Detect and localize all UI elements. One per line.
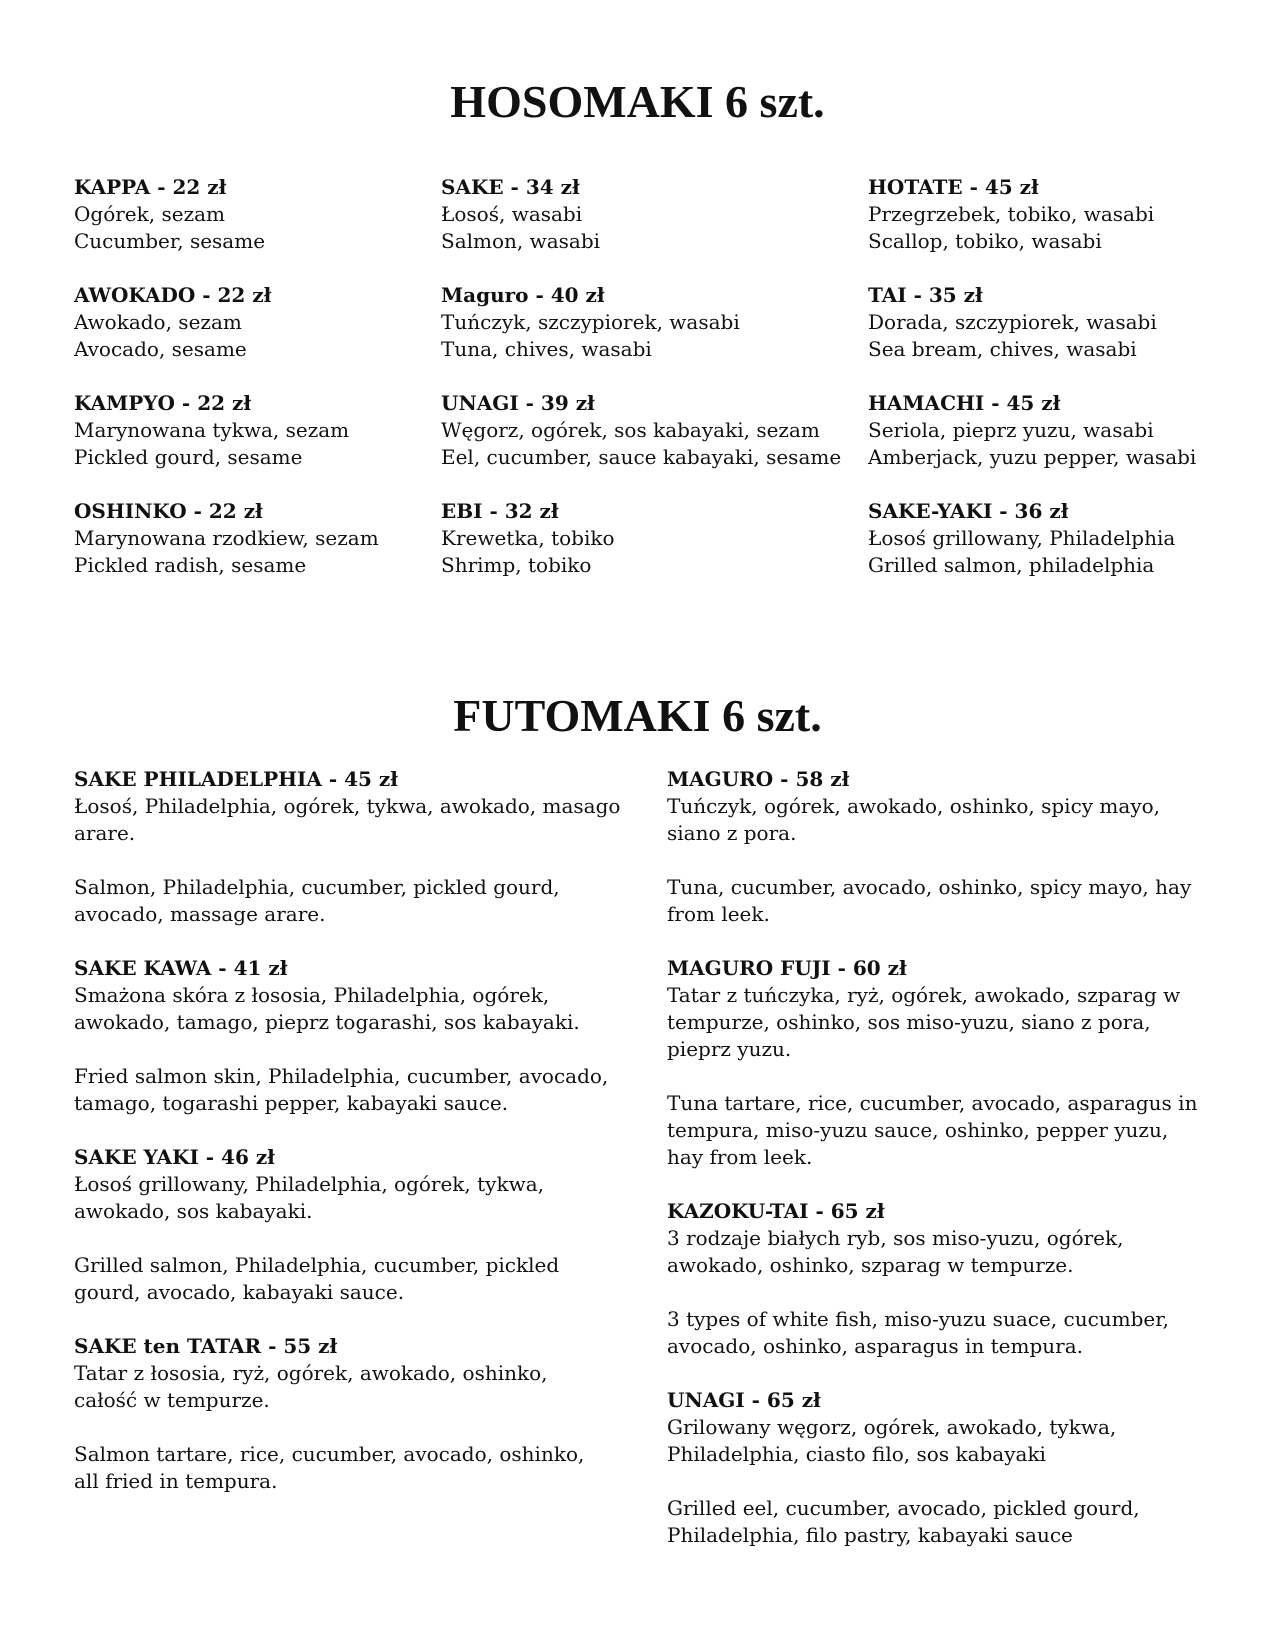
item-description-pl [74,793,620,847]
item-description-pl [74,982,620,1036]
item-title: Maguro - 40 zł [441,283,605,307]
menu-item [667,766,1197,928]
description-line: całość w tempurze. [74,1388,270,1412]
item-description-en: Salmon, wasabi [441,229,601,253]
description-line: awokado, sos kabayaki. [74,1199,313,1223]
description-line: tempurze, oshinko, sos miso-yuzu, siano z pora, [667,1010,1151,1034]
item-description-pl: Węgorz, ogórek, sos kabayaki, sezam [441,418,820,442]
item-description-pl: Krewetka, tobiko [441,526,615,550]
menu-item [74,766,620,928]
item-title: TAI - 35 zł [868,283,983,307]
item-description-pl: Ogórek, sezam [74,202,225,226]
menu-item [441,174,841,255]
item-description-en [74,1252,620,1306]
item-description-pl: Seriola, pieprz yuzu, wasabi [868,418,1154,442]
item-title: HAMACHI - 45 zł [868,391,1061,415]
item-title: AWOKADO - 22 zł [74,283,272,307]
item-description-en [667,1306,1197,1360]
menu-item [667,1198,1197,1360]
description-line: arare. [74,821,136,845]
item-title: KAPPA - 22 zł [74,175,227,199]
menu-item [868,390,1196,471]
menu-item [441,498,841,579]
item-description-pl: Przegrzebek, tobiko, wasabi [868,202,1155,226]
item-description-pl: Łosoś, wasabi [441,202,583,226]
description-line: gourd, avocado, kabayaki sauce. [74,1280,405,1304]
item-description-pl [667,1225,1197,1279]
description-line: avocado, massage arare. [74,902,326,926]
description-line: Łosoś, Philadelphia, ogórek, tykwa, awokado, masago [74,794,621,818]
description-line: Tatar z łososia, ryż, ogórek, awokado, oshinko, [74,1361,548,1385]
item-description-en [74,1063,620,1117]
description-line: awokado, oshinko, szparag w tempurze. [667,1253,1074,1277]
description-line: Tatar z tuńczyka, ryż, ogórek, awokado, szparag w [667,983,1181,1007]
item-description-pl: Dorada, szczypiorek, wasabi [868,310,1157,334]
menu-item [441,282,841,363]
item-description-pl [667,793,1197,847]
menu-item [74,1333,620,1495]
hosomaki-column-2 [441,174,841,606]
item-description-en [667,874,1197,928]
menu-item [441,390,841,471]
item-description-en: Grilled salmon, philadelphia [868,553,1155,577]
item-title: SAKE-YAKI - 36 zł [868,499,1069,523]
item-description-en [74,1441,620,1495]
item-description-pl [667,982,1197,1063]
item-description-pl [667,1414,1197,1468]
item-title: SAKE KAWA - 41 zł [74,956,288,980]
item-title: OSHINKO - 22 zł [74,499,263,523]
futomaki-column-1 [74,766,620,1522]
item-description-en: Shrimp, tobiko [441,553,592,577]
description-line: 3 rodzaje białych ryb, sos miso-yuzu, ogórek, [667,1226,1124,1250]
item-description-en: Avocado, sesame [74,337,247,361]
item-title: KAZOKU-TAI - 65 zł [667,1199,885,1223]
item-description-en [667,1495,1197,1549]
item-description-en: Sea bream, chives, wasabi [868,337,1137,361]
item-title: SAKE - 34 zł [441,175,580,199]
menu-item [868,282,1196,363]
item-description-pl [74,1171,620,1225]
description-line: all fried in tempura. [74,1469,278,1493]
menu-item [74,282,379,363]
menu-item [74,955,620,1117]
item-description-pl: Tuńczyk, szczypiorek, wasabi [441,310,740,334]
description-line: Salmon, Philadelphia, cucumber, pickled gourd, [74,875,560,899]
item-title: SAKE ten TATAR - 55 zł [74,1334,338,1358]
menu-item [667,1387,1197,1549]
hosomaki-column-3 [868,174,1196,606]
menu-item [74,498,379,579]
description-line: tamago, togarashi pepper, kabayaki sauce. [74,1091,509,1115]
item-title: SAKE PHILADELPHIA - 45 zł [74,767,398,791]
item-description-en: Cucumber, sesame [74,229,266,253]
menu-item [74,1144,620,1306]
description-line: siano z pora. [667,821,797,845]
item-description-pl: Awokado, sezam [74,310,242,334]
description-line: avocado, oshinko, asparagus in tempura. [667,1334,1083,1358]
item-description-en: Pickled gourd, sesame [74,445,303,469]
description-line: 3 types of white fish, miso-yuzu suace, cucumber, [667,1307,1169,1331]
item-description-en: Eel, cucumber, sauce kabayaki, sesame [441,445,842,469]
description-line: from leek. [667,902,770,926]
menu-item [868,174,1196,255]
description-line: Philadelphia, filo pastry, kabayaki sauce [667,1523,1073,1547]
item-title: EBI - 32 zł [441,499,559,523]
futomaki-title: FUTOMAKI 6 szt. [453,690,822,741]
item-description-en: Amberjack, yuzu pepper, wasabi [868,445,1197,469]
description-line: Philadelphia, ciasto filo, sos kabayaki [667,1442,1046,1466]
description-line: tempura, miso-yuzu sauce, oshinko, pepper yuzu, [667,1118,1169,1142]
hosomaki-column-1 [74,174,379,606]
menu-item [74,174,379,255]
futomaki-column-2 [667,766,1197,1576]
item-description-pl: Marynowana rzodkiew, sezam [74,526,379,550]
item-title: UNAGI - 65 zł [667,1388,821,1412]
description-line: awokado, tamago, pieprz togarashi, sos kabayaki. [74,1010,580,1034]
hosomaki-title: HOSOMAKI 6 szt. [450,76,825,127]
menu-item [868,498,1196,579]
description-line: Tuna tartare, rice, cucumber, avocado, asparagus in [667,1091,1198,1115]
description-line: hay from leek. [667,1145,813,1169]
item-description-en [74,874,620,928]
description-line: Fried salmon skin, Philadelphia, cucumber, avocado, [74,1064,609,1088]
description-line: Grilled salmon, Philadelphia, cucumber, pickled [74,1253,560,1277]
item-description-pl: Łosoś grillowany, Philadelphia [868,526,1176,550]
item-description-pl: Marynowana tykwa, sezam [74,418,350,442]
item-description-en: Tuna, chives, wasabi [441,337,652,361]
description-line: Tuńczyk, ogórek, awokado, oshinko, spicy mayo, [667,794,1161,818]
item-description-en: Scallop, tobiko, wasabi [868,229,1102,253]
menu-item [667,955,1197,1171]
item-description-en: Pickled radish, sesame [74,553,307,577]
item-title: MAGURO FUJI - 60 zł [667,956,907,980]
description-line: Tuna, cucumber, avocado, oshinko, spicy mayo, hay [667,875,1192,899]
description-line: Salmon tartare, rice, cucumber, avocado, oshinko, [74,1442,585,1466]
description-line: Smażona skóra z łososia, Philadelphia, ogórek, [74,983,550,1007]
item-description-en [667,1090,1197,1171]
item-title: SAKE YAKI - 46 zł [74,1145,275,1169]
description-line: Grilled eel, cucumber, avocado, pickled gourd, [667,1496,1140,1520]
item-description-pl [74,1360,620,1414]
description-line: pieprz yuzu. [667,1037,792,1061]
item-title: MAGURO - 58 zł [667,767,850,791]
item-title: HOTATE - 45 zł [868,175,1039,199]
item-title: KAMPYO - 22 zł [74,391,252,415]
description-line: Łosoś grillowany, Philadelphia, ogórek, tykwa, [74,1172,544,1196]
item-title: UNAGI - 39 zł [441,391,595,415]
description-line: Grilowany węgorz, ogórek, awokado, tykwa, [667,1415,1117,1439]
menu-item [74,390,379,471]
